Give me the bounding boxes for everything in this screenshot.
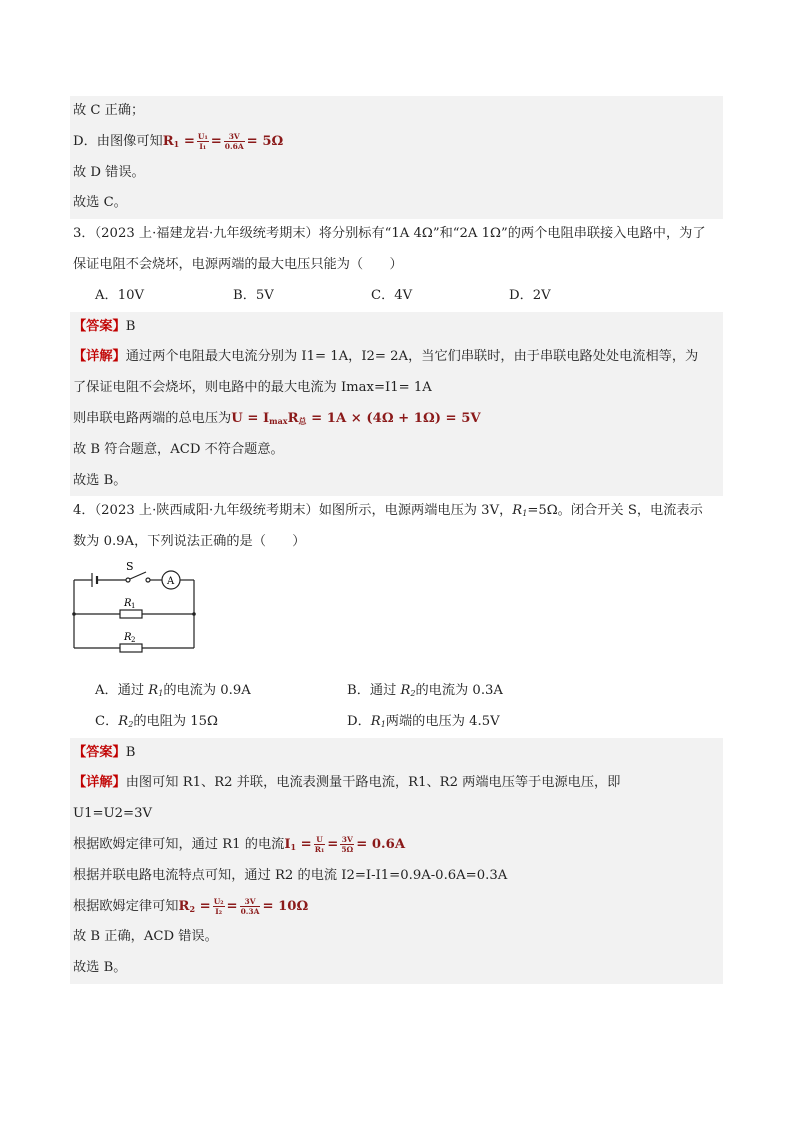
question-4-options-row1 bbox=[70, 676, 723, 707]
detail-line: 故 B 正确，ACD 错误。 bbox=[70, 922, 723, 953]
question-4-stem: 4．（2023 上·陕西咸阳·九年级统考期末）如图所示，电源两端电压为 3V，$R_1=5\Omega$。闭合开关 S，电流表示 bbox=[73, 503, 703, 519]
option-b: B．通过 $R_2$的电流为 0.3A bbox=[347, 682, 503, 698]
ammeter-label: A bbox=[167, 575, 175, 587]
question-3-options bbox=[70, 281, 723, 312]
formula-line: D．由图像可知$R_1$ = $\frac{\text{U₁}}{\text{I₁}}$ = $\frac{3V}{0.6A}$ = 5Ω bbox=[70, 127, 723, 158]
detail-line: 故选 B。 bbox=[70, 466, 723, 497]
question-3-stem: 3．（2023 上·福建龙岩·九年级统考期末）将分别标有“1A 4Ω”和“2A 1Ω”的两个电阻串联接入电路中，为了 bbox=[73, 226, 706, 242]
detail-line: 【详解】通过两个电阻最大电流分别为 I1= 1A，I2= 2A，当它们串联时，由于串联电路处处电流相等，为 bbox=[70, 342, 723, 373]
detail-line: U1=U2=3V bbox=[70, 799, 723, 830]
detail-line: 【详解】由图可知 R1、R2 并联，电流表测量干路电流，R1、R2 两端电压等于电源电压，即 bbox=[70, 768, 723, 799]
question-3-stem: 保证电阻不会烧坏，电源两端的最大电压只能为（ ） bbox=[73, 256, 403, 272]
formula-line: 则串联电路两端的总电压为$U = I_{max}R_总 = 1A \times (4\Omega + 1\Omega) = 5V$ bbox=[70, 404, 723, 435]
option-c: C．$R_2$的电阻为 15Ω bbox=[95, 713, 218, 729]
resistor-r2 bbox=[120, 644, 142, 652]
formula-line: 根据欧姆定律可知，通过 R1 的电流$I_1$ = $\frac{U}{\text{R₁}}$ = $\frac{3V}{5\Omega}$ = 0.6A bbox=[70, 830, 723, 861]
circuit-svg bbox=[70, 560, 210, 660]
detail-line: 故选 B。 bbox=[70, 953, 723, 984]
question-4-stem: 数为 0.9A，下列说法正确的是（ ） bbox=[73, 534, 306, 550]
option-a: A．通过 $R_1$的电流为 0.9A bbox=[95, 682, 251, 698]
fraction: $\frac{3V}{0.6A}$ bbox=[224, 131, 244, 151]
switch-blade bbox=[130, 572, 146, 579]
option-a: A．10V bbox=[95, 287, 145, 303]
question-4-options-row2 bbox=[70, 707, 723, 738]
option-d: D．2V bbox=[509, 287, 551, 303]
detail-line: 故 B 符合题意，ACD 不符合题意。 bbox=[70, 435, 723, 466]
junction-dot bbox=[192, 612, 196, 616]
option-b: B．5V bbox=[233, 287, 274, 303]
fraction: $\frac{\text{U₁}}{\text{I₁}}$ bbox=[197, 131, 208, 151]
fraction: $\frac{\text{U₂}}{\text{I₂}}$ bbox=[213, 896, 224, 916]
switch-contact bbox=[146, 578, 150, 582]
fraction: $\frac{3V}{0.3A}$ bbox=[240, 896, 260, 916]
text-line: 故 C 正确； bbox=[70, 96, 723, 127]
option-c: C．4V bbox=[371, 287, 413, 303]
junction-dot bbox=[72, 612, 76, 616]
circuit-diagram bbox=[70, 558, 723, 676]
detail-line: 了保证电阻不会烧坏，则电路中的最大电流为 Imax=I1= 1A bbox=[70, 373, 723, 404]
r1-sub: 1 bbox=[131, 601, 136, 610]
text-line: 故选 C。 bbox=[70, 188, 723, 219]
r2-label: R bbox=[124, 631, 132, 643]
formula-line: 根据欧姆定律可知$R_2$ = $\frac{\text{U₂}}{\text{I₂}}$ = $\frac{3V}{0.3A}$ = 10Ω bbox=[70, 892, 723, 923]
answer-line: 【答案】B bbox=[70, 738, 723, 769]
detail-line: 根据并联电路电流特点可知，通过 R2 的电流 I2=I-I1=0.9A-0.6A=0.3A bbox=[70, 861, 723, 892]
fraction: $\frac{3V}{5\Omega}$ bbox=[341, 834, 354, 854]
switch-pivot bbox=[126, 578, 130, 582]
answer-line: 【答案】B bbox=[70, 312, 723, 343]
resistor-r1 bbox=[120, 610, 142, 618]
r1-label: R bbox=[124, 597, 132, 609]
text-line: 故 D 错误。 bbox=[70, 158, 723, 189]
document-body bbox=[70, 96, 723, 984]
r2-sub: 2 bbox=[131, 635, 136, 644]
switch-label: S bbox=[126, 559, 134, 573]
fraction: $\frac{U}{\text{R₁}}$ bbox=[314, 834, 325, 854]
option-d: D．$R_1$两端的电压为 4.5V bbox=[347, 713, 500, 729]
